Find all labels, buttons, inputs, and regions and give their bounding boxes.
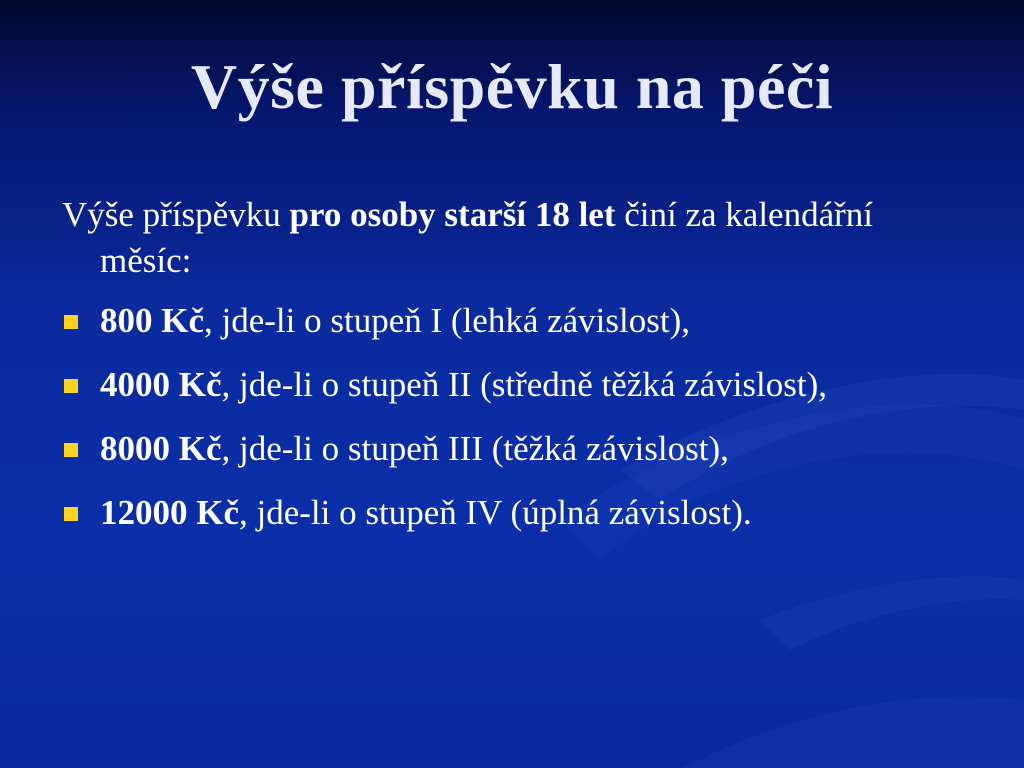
intro-paragraph	[62, 192, 962, 284]
bullet-amount: 12000 Kč	[100, 493, 240, 532]
square-bullet-icon	[64, 315, 78, 329]
bullet-text: , jde-li o stupeň IV (úplná závislost).	[239, 493, 752, 532]
square-bullet-icon	[64, 379, 78, 393]
bullet-item	[62, 490, 962, 536]
bullet-text: , jde-li o stupeň III (těžká závislost),	[221, 429, 729, 468]
bullet-item	[62, 362, 962, 408]
bullet-amount: 8000 Kč	[100, 429, 222, 468]
slide-title: Výše příspěvku na péči	[190, 51, 834, 122]
intro-suffix: činí za kalendářní měsíc:	[100, 195, 874, 280]
bullet-item	[62, 298, 962, 344]
bullet-text: , jde-li o stupeň I (lehká závislost),	[204, 301, 690, 340]
intro-bold: pro osoby starší 18 let	[289, 195, 616, 234]
square-bullet-icon	[64, 443, 78, 457]
square-bullet-icon	[64, 507, 78, 521]
bullet-item	[62, 426, 962, 472]
intro-prefix: Výše příspěvku	[62, 195, 290, 234]
slide-body	[62, 192, 962, 554]
bullet-amount: 4000 Kč	[100, 365, 222, 404]
bullet-text: , jde-li o stupeň II (středně těžká závislost),	[221, 365, 828, 404]
bullet-amount: 800 Kč	[100, 301, 205, 340]
